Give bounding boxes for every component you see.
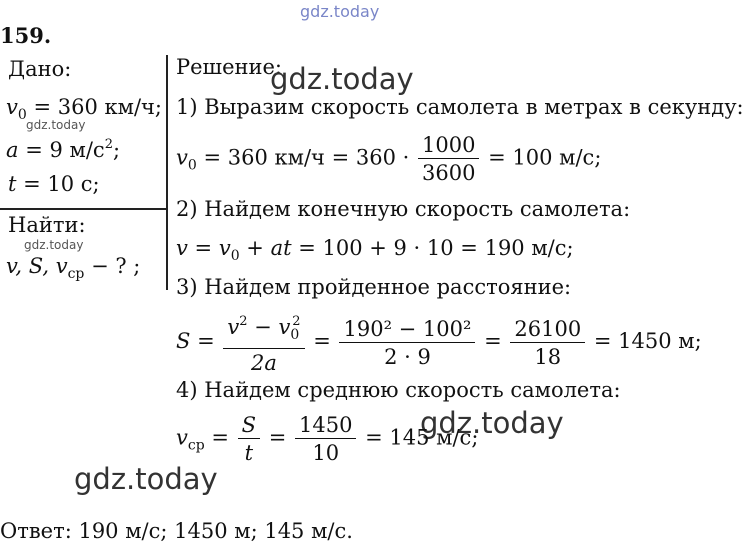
watermark-top: gdz.today [300, 2, 380, 21]
eq1-var: v [176, 145, 188, 170]
equation-3 [176, 310, 702, 375]
eq3-f1-a: v [227, 315, 240, 339]
eq2-at: at [270, 236, 292, 260]
eq3-f1-b-sup: 2 [292, 314, 301, 329]
problem-number: 159. [0, 23, 52, 48]
find-tail: − ? ; [84, 254, 141, 278]
eq3-eq3: = [477, 329, 509, 353]
eq2-v0: v [218, 236, 231, 260]
eq4-fraction-2 [295, 413, 356, 465]
eq3-fraction-1-num [223, 310, 304, 349]
solution-step-1: 1) Выразим скорость самолета в метрах в секунду: [176, 95, 744, 119]
given-t-var: t [8, 172, 17, 196]
eq4-fraction-1-den: t [244, 441, 254, 465]
solution-step-3: 3) Найдем пройденное расстояние: [176, 275, 572, 299]
solution-heading: Решение: [176, 55, 283, 79]
equation-1 [176, 133, 601, 185]
eq1-sub: 0 [187, 157, 197, 174]
given-v0-value: = 360 км/ч; [26, 95, 162, 119]
given-find-horizontal-divider [0, 208, 166, 210]
equation-4 [176, 413, 478, 465]
eq2-plus: + [239, 236, 271, 260]
eq1-right: = 100 м/с; [481, 145, 602, 170]
eq4-eq: = [204, 425, 236, 450]
eq3-fraction-3-den: 18 [534, 344, 562, 369]
eq2-rest: = 100 + 9 · 10 = 190 м/с; [291, 236, 574, 260]
eq3-eq2: = [306, 329, 338, 353]
watermark-small-2: gdz.today [24, 238, 84, 252]
eq4-fraction-1 [238, 413, 260, 465]
given-a [6, 133, 120, 162]
given-v0-sub: 0 [17, 107, 27, 123]
eq4-result: = 145 м/с; [358, 425, 479, 450]
watermark-big-1: gdz.today [270, 62, 414, 96]
given-heading: Дано: [8, 57, 72, 81]
eq3-fraction-2 [339, 317, 475, 369]
eq1-left: = 360 км/ч = 360 · [196, 145, 416, 170]
eq4-var: v [176, 425, 188, 450]
eq4-sub: ср [187, 437, 205, 454]
watermark-small-1: gdz.today [26, 118, 86, 132]
given-t-value: = 10 с; [16, 172, 100, 196]
eq2-v0-sub: 0 [230, 248, 240, 264]
given-v0-var: v [6, 95, 18, 119]
eq4-eq2: = [262, 425, 293, 450]
eq3-f1-mid: − [247, 315, 279, 339]
eq1-fraction-num: 1000 [418, 133, 479, 159]
eq3-result: = 1450 м; [587, 329, 702, 353]
eq4-fraction-1-num: S [238, 413, 260, 439]
eq3-fraction-1-den: 2a [250, 351, 277, 375]
eq1-fraction [418, 133, 479, 185]
eq3-fraction-2-num: 190² − 100² [339, 317, 475, 343]
eq3-fraction-3 [510, 317, 585, 369]
solution-step-4: 4) Найдем среднюю скорость самолета: [176, 378, 621, 402]
eq3-S: S [176, 329, 191, 353]
eq1-fraction-den: 3600 [421, 161, 476, 185]
solution-step-2: 2) Найдем конечную скорость самолета: [176, 197, 631, 221]
given-a-value: = 9 м/с [18, 138, 105, 162]
find-heading: Найти: [8, 213, 86, 237]
eq3-f1-b: v [278, 315, 291, 339]
equation-2 [176, 236, 574, 268]
eq3-f1-b-sub: 0 [290, 327, 300, 343]
eq2-eq: = [187, 236, 219, 260]
find-var-sub: ср [67, 266, 85, 282]
given-vertical-divider [166, 55, 168, 290]
eq4-fraction-2-num: 1450 [295, 413, 356, 439]
eq3-f1-a-sup: 2 [239, 314, 248, 329]
eq3-fraction-1 [223, 310, 304, 375]
answer-line: Ответ: 190 м/с; 1450 м; 145 м/с. [0, 519, 353, 543]
eq4-fraction-2-den: 10 [312, 441, 340, 465]
given-t [8, 172, 100, 196]
eq3-eq: = [190, 329, 222, 353]
eq3-fraction-3-num: 26100 [510, 317, 585, 343]
find-var-list: v, S, v [6, 254, 68, 278]
eq2-v: v [176, 236, 188, 260]
watermark-big-3: gdz.today [74, 462, 218, 496]
given-a-var: a [6, 138, 19, 162]
find-vars [6, 254, 140, 286]
given-a-tail: ; [112, 138, 121, 162]
watermark-big-2: gdz.today [420, 406, 564, 440]
given-a-sup: 2 [104, 137, 113, 152]
eq3-fraction-2-den: 2 · 9 [384, 344, 431, 369]
